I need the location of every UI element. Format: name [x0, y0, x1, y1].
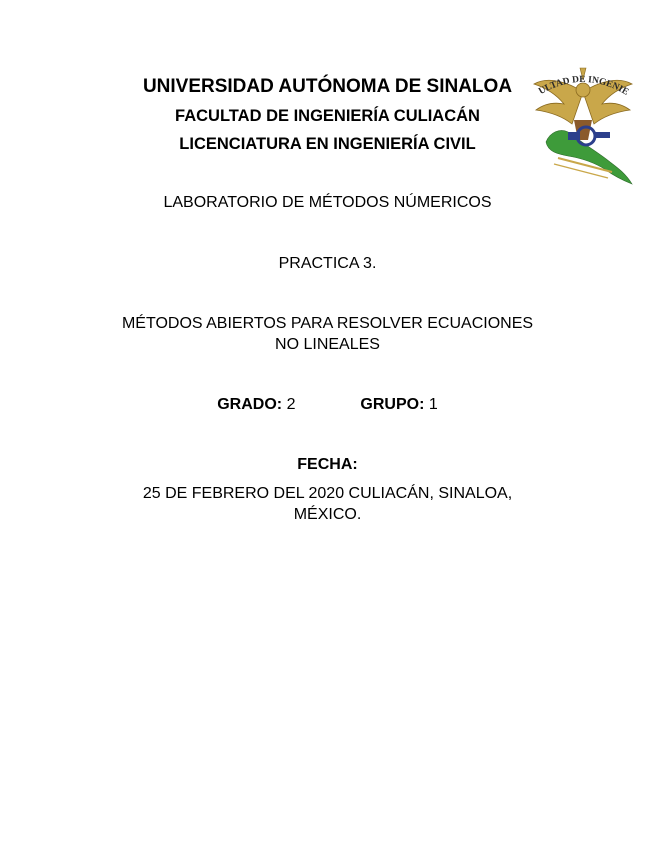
grupo-value: 1 — [428, 396, 438, 413]
fecha-label: FECHA: — [297, 456, 358, 473]
grupo-field — [360, 396, 437, 414]
fecha-line-2: MÉXICO. — [293, 506, 362, 523]
practice-number: PRACTICA 3. — [278, 255, 377, 272]
degree-title: LICENCIATURA EN INGENIERÍA CIVIL — [179, 135, 476, 153]
svg-text:FACULTAD DE INGENIERIA: ULTAD DE INGENIE — [537, 74, 631, 98]
fecha-line-1: 25 DE FEBRERO DEL 2020 CULIACÁN, SINALOA, — [142, 485, 513, 502]
lab-name: LABORATORIO DE MÉTODOS NÚMERICOS — [163, 194, 492, 211]
grado-field — [217, 396, 295, 414]
faculty-crest-icon — [528, 62, 638, 187]
topic-line-2: NO LINEALES — [275, 336, 380, 353]
faculty-title: FACULTAD DE INGENIERÍA CULIACÁN — [175, 107, 480, 125]
grado-value: 2 — [286, 396, 296, 413]
grupo-label: GRUPO: — [360, 396, 425, 413]
grado-label: GRADO: — [217, 396, 283, 413]
grado-grupo-row — [0, 396, 655, 414]
topic-line-1: MÉTODOS ABIERTOS PARA RESOLVER ECUACIONES — [121, 315, 534, 332]
university-title: UNIVERSIDAD AUTÓNOMA DE SINALOA — [142, 76, 513, 97]
